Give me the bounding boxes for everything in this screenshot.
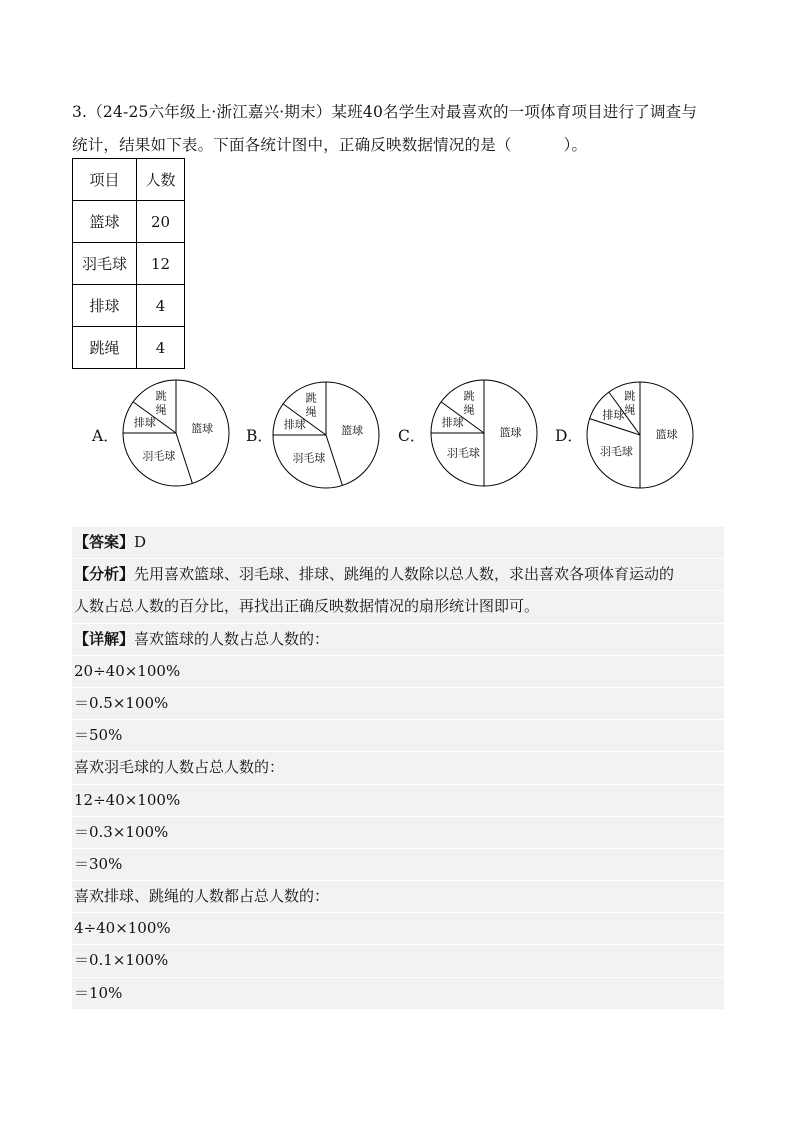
detail-step: 4÷40×100% xyxy=(72,913,724,945)
analysis-text-1: 先用喜欢篮球、羽毛球、排球、跳绳的人数除以总人数，求出喜欢各项体育运动的 xyxy=(134,565,675,584)
question-line-1: 3.（24-25六年级上·浙江嘉兴·期末）某班40名学生对最喜欢的一项体育项目进行了调查与 xyxy=(72,103,698,121)
detail-step: ＝0.1×100% xyxy=(72,945,724,977)
detail-step: 20÷40×100% xyxy=(72,656,724,688)
pie-label-rope-bottom: 绳 xyxy=(463,403,475,417)
table-row xyxy=(73,285,185,327)
detail-step: 喜欢羽毛球的人数占总人数的： xyxy=(72,752,724,784)
analysis-tag: 【分析】 xyxy=(74,565,135,584)
pie-label-rope-bottom: 绳 xyxy=(155,403,167,417)
detail-step: 12÷40×100% xyxy=(72,785,724,817)
table-header-count: 人数 xyxy=(137,159,185,201)
data-table xyxy=(72,158,185,369)
detail-tag: 【详解】 xyxy=(74,629,135,648)
detail-step: ＝0.3×100% xyxy=(72,817,724,849)
analysis-line-1 xyxy=(72,559,724,591)
answer-value: D xyxy=(134,533,147,551)
pie-label-rope-top: 跳 xyxy=(155,389,167,403)
detail-line xyxy=(72,624,724,656)
table-header-row xyxy=(73,159,185,201)
pie-chart-b[interactable] xyxy=(271,380,381,490)
question-line-2-main: 统计，结果如下表。下面各统计图中，正确反映数据情况的是（ xyxy=(72,136,512,154)
option-a-label[interactable]: A． xyxy=(92,427,119,445)
pie-chart-d[interactable] xyxy=(585,380,695,490)
pie-label-badminton: 羽毛球 xyxy=(142,449,176,463)
detail-intro: 喜欢篮球的人数占总人数的： xyxy=(134,629,330,648)
pie-label-volleyball: 排球 xyxy=(602,408,625,422)
pie-chart-c[interactable] xyxy=(429,378,539,488)
pie-label-volleyball: 排球 xyxy=(441,415,464,429)
pie-label-volleyball: 排球 xyxy=(283,417,306,431)
pie-label-badminton: 羽毛球 xyxy=(292,451,326,465)
pie-label-basketball: 篮球 xyxy=(499,426,522,439)
pie-label-basketball: 篮球 xyxy=(341,423,364,437)
pie-label-volleyball: 排球 xyxy=(133,415,156,429)
pie-label-rope-top: 跳 xyxy=(463,389,475,403)
detail-step: ＝30% xyxy=(72,849,724,881)
table-cell-item: 跳绳 xyxy=(73,327,137,369)
pie-chart-a[interactable] xyxy=(121,378,231,488)
pie-label-badminton: 羽毛球 xyxy=(599,445,633,459)
table-cell-item: 排球 xyxy=(73,285,137,327)
table-cell-count: 12 xyxy=(137,243,185,285)
answer-line xyxy=(72,527,724,559)
analysis-line-2: 人数占总人数的百分比，再找出正确反映数据情况的扇形统计图即可。 xyxy=(72,591,724,623)
detail-step: ＝50% xyxy=(72,720,724,752)
table-cell-count: 4 xyxy=(137,285,185,327)
option-c-label[interactable]: C． xyxy=(398,427,426,445)
pie-label-rope-top: 跳 xyxy=(624,389,636,403)
pie-label-rope-top: 跳 xyxy=(305,391,317,405)
table-row xyxy=(73,201,185,243)
option-b-label[interactable]: B． xyxy=(246,427,273,445)
question-line-2-end: ）。 xyxy=(563,136,588,154)
table-row xyxy=(73,327,185,369)
pie-label-rope-bottom: 绳 xyxy=(624,403,636,417)
answer-section xyxy=(72,527,724,1010)
answer-tag: 【答案】 xyxy=(74,533,135,551)
table-cell-count: 20 xyxy=(137,201,185,243)
question-text xyxy=(72,96,724,162)
detail-step: ＝10% xyxy=(72,978,724,1010)
detail-step: 喜欢排球、跳绳的人数都占总人数的： xyxy=(72,881,724,913)
detail-step: ＝0.5×100% xyxy=(72,688,724,720)
table-cell-item: 篮球 xyxy=(73,201,137,243)
pie-label-basketball: 篮球 xyxy=(191,421,214,435)
pie-label-rope-bottom: 绳 xyxy=(305,405,317,419)
pie-label-badminton: 羽毛球 xyxy=(446,446,480,460)
table-cell-item: 羽毛球 xyxy=(73,243,137,285)
pie-label-basketball: 篮球 xyxy=(655,428,678,441)
table-header-item: 项目 xyxy=(73,159,137,201)
table-row xyxy=(73,243,185,285)
option-d-label[interactable]: D． xyxy=(555,427,583,445)
table-cell-count: 4 xyxy=(137,327,185,369)
